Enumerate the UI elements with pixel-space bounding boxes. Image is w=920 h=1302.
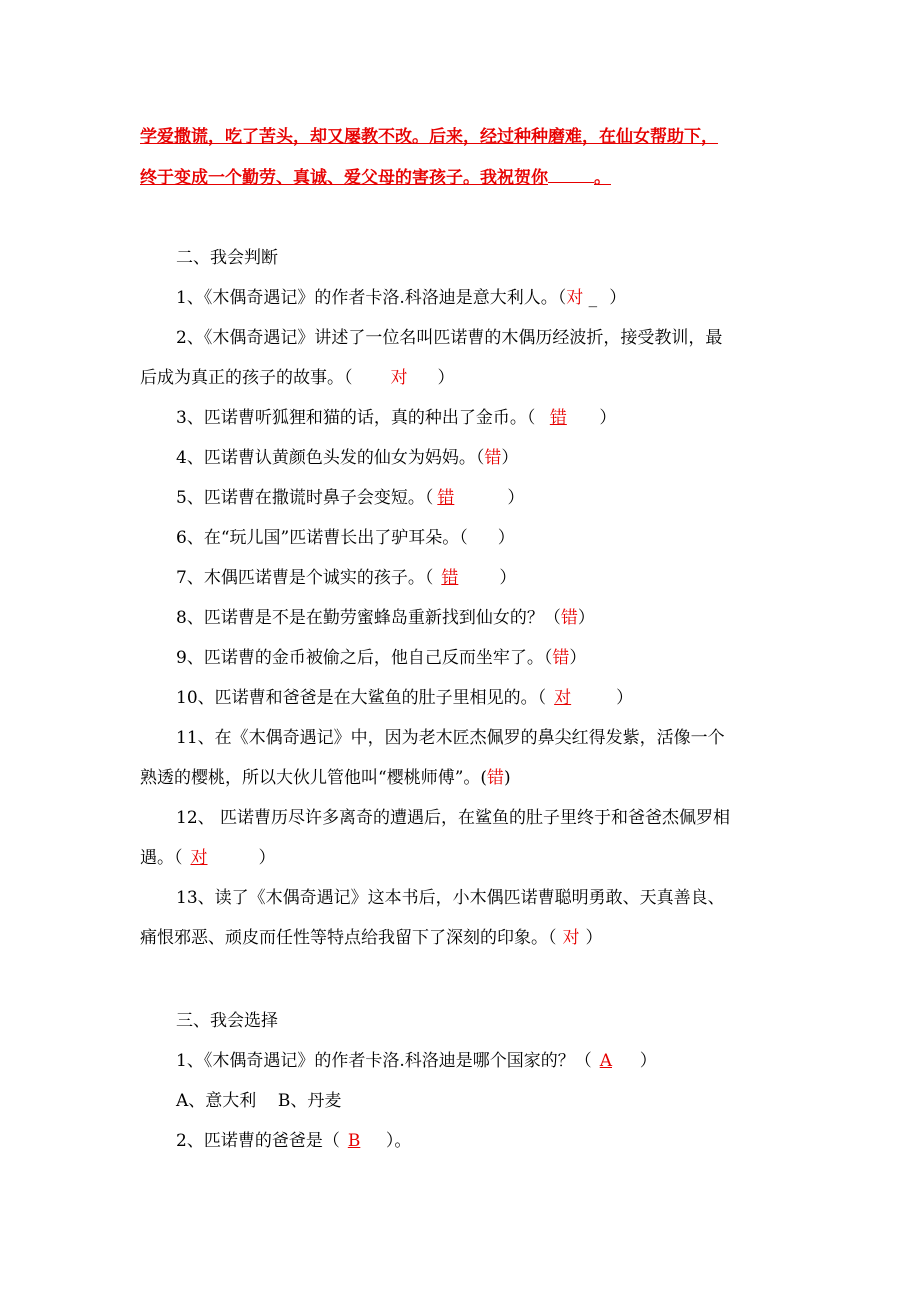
judge-item-3: 3、匹诺曹听狐狸和猫的话，真的种出了金币。（ 错 ）	[176, 408, 617, 428]
judge-item-7: 7、木偶匹诺曹是个诚实的孩子。（ 错 ）	[176, 568, 517, 588]
choice-question-1-options: A、意大利 B、丹麦	[176, 1091, 342, 1111]
answer: 错	[560, 608, 578, 628]
answer: 错	[552, 648, 570, 668]
answer: 错	[487, 768, 505, 788]
section-heading-judge: 二、我会判断	[176, 248, 278, 268]
answer: B	[347, 1131, 361, 1151]
judge-item-10: 10、匹诺曹和爸爸是在大鲨鱼的肚子里相见的。（ 对 ）	[176, 688, 634, 708]
answer: 错	[441, 568, 459, 588]
intro-line-2: 终于变成一个勤劳、真诚、爱父母的害孩子。我祝贺你 。	[140, 168, 611, 188]
answer-blank	[548, 168, 594, 183]
answer: 对	[390, 368, 408, 388]
answer: 错	[437, 488, 455, 508]
judge-item-13-cont: 痛恨邪恶、顽皮而任性等特点给我留下了深刻的印象。（ 对 ）	[140, 928, 603, 948]
judge-item-4: 4、匹诺曹认黄颜色头发的仙女为妈妈。（错）	[176, 448, 519, 468]
judge-item-2-cont: 后成为真正的孩子的故事。（ 对 ）	[140, 368, 455, 388]
judge-item-11: 11、在《木偶奇遇记》中，因为老木匠杰佩罗的鼻尖红得发紫，活像一个	[176, 728, 725, 748]
judge-item-6: 6、在“玩儿国”匹诺曹长出了驴耳朵。（ ）	[176, 528, 515, 548]
answer: 对	[554, 688, 572, 708]
intro-line-1: 学爱撒谎，吃了苦头，却又屡教不改。后来，经过种种磨难，在仙女帮助下，	[140, 127, 718, 147]
judge-item-1: 1、《木偶奇遇记》的作者卡洛.科洛迪是意大利人。（对 _ ）	[176, 288, 627, 308]
judge-item-11-cont: 熟透的樱桃，所以大伙儿管他叫“樱桃师傅”。(错)	[140, 768, 511, 788]
choice-question-2: 2、匹诺曹的爸爸是（ B ）。	[176, 1131, 412, 1151]
answer: 对	[566, 288, 584, 308]
judge-item-12-cont: 遇。（ 对 ）	[140, 848, 276, 868]
choice-question-1: 1、《木偶奇遇记》的作者卡洛.科洛迪是哪个国家的？（ A ）	[176, 1051, 657, 1071]
answer: 对	[190, 848, 208, 868]
judge-item-13: 13、读了《木偶奇遇记》这本书后，小木偶匹诺曹聪明勇敢、天真善良、	[176, 888, 725, 908]
judge-item-5: 5、匹诺曹在撒谎时鼻子会变短。（ 错 ）	[176, 488, 525, 508]
answer: 错	[484, 448, 502, 468]
answer: 错	[549, 408, 567, 428]
judge-item-2: 2、《木偶奇遇记》讲述了一位名叫匹诺曹的木偶历经波折，接受教训，最	[176, 328, 723, 348]
answer: A	[599, 1051, 612, 1071]
judge-item-12: 12、 匹诺曹历尽许多离奇的遭遇后，在鲨鱼的肚子里终于和爸爸杰佩罗相	[176, 808, 731, 828]
judge-item-9: 9、匹诺曹的金币被偷之后，他自己反而坐牢了。（错）	[176, 648, 587, 668]
section-heading-choose: 三、我会选择	[176, 1011, 278, 1031]
judge-item-8: 8、匹诺曹是不是在勤劳蜜蜂岛重新找到仙女的？（错）	[176, 608, 595, 628]
answer: 对	[562, 928, 580, 948]
